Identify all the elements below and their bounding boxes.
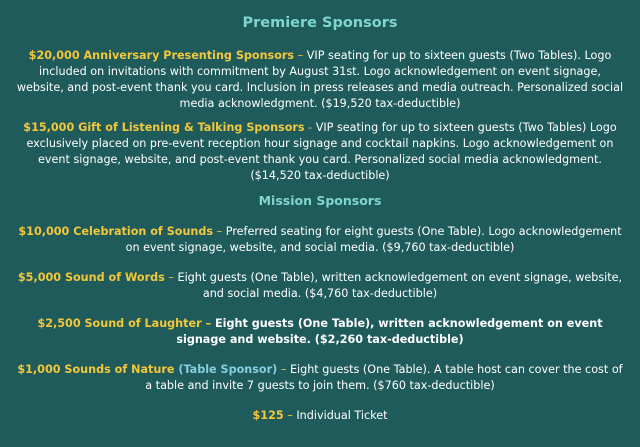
sponsor-description: VIP seating for up to sixteen guests (Two Tables) Logo exclusively placed on pre-event reception hour signage and cocktail napkins. Logo acknowledgement on event signage, website, and post-event thank you card. Personalized social media acknowledgment. ($14,520 tax-deductible) [26, 121, 617, 182]
sponsor-name: $10,000 Celebration of Sounds [18, 225, 214, 238]
sponsor-name: $1,000 Sounds of Nature [17, 363, 175, 376]
separator: – [277, 363, 290, 376]
table-sponsor-label: (Table Sponsor) [174, 363, 278, 376]
sponsor-item-2500 [0, 316, 640, 348]
sponsor-description: Eight guests (One Table), written acknowledgement on event signage and website. ($2,260 tax-deductible) [176, 317, 603, 346]
separator: – [164, 271, 178, 284]
mission-sponsors-heading: Mission Sponsors [258, 193, 382, 208]
sponsor-item-10000 [0, 224, 640, 256]
sponsor-item-5000 [0, 270, 640, 302]
sponsor-name: $20,000 Anniversary Presenting Sponsors [28, 49, 295, 62]
sponsor-description: Eight guests (One Table). A table host can cover the cost of a table and invite 7 guests to join them. ($760 tax-deductible) [145, 363, 623, 392]
premiere-sponsors-heading: Premiere Sponsors [242, 15, 398, 31]
separator: – [201, 317, 215, 330]
sponsor-name: $125 [252, 409, 284, 422]
sponsor-description: Eight guests (One Table), written acknowledgement on event signage, website, and social media. ($4,760 tax-deductible) [177, 271, 623, 300]
sponsor-description: Individual Ticket [296, 409, 388, 422]
separator: – [283, 409, 297, 422]
sponsor-description: VIP seating for up to sixteen guests (Two Tables). Logo included on invitations with commitment by August 31st. Logo acknowledgement on event signage, website, and post-event thank you card. Inclusion in press releases and media outreach. Personalized social media acknowledgment. ($19,520 tax-deductible) [16, 49, 624, 110]
sponsor-name: $2,500 Sound of Laughter [37, 317, 202, 330]
sponsor-item-15000 [0, 120, 640, 184]
sponsor-item-1000 [0, 362, 640, 394]
separator: – [294, 49, 307, 62]
sponsor-name: $5,000 Sound of Words [17, 271, 165, 284]
sponsor-name: $15,000 Gift of Listening & Talking Sponsors [23, 121, 305, 134]
sponsor-item-125 [0, 408, 640, 424]
separator: - [304, 121, 316, 134]
sponsor-description: Preferred seating for eight guests (One Table). Logo acknowledgement on event signage, website, and social media. ($9,760 tax-deductible) [125, 225, 622, 254]
separator: – [213, 225, 226, 238]
sponsor-item-20000 [0, 48, 640, 112]
